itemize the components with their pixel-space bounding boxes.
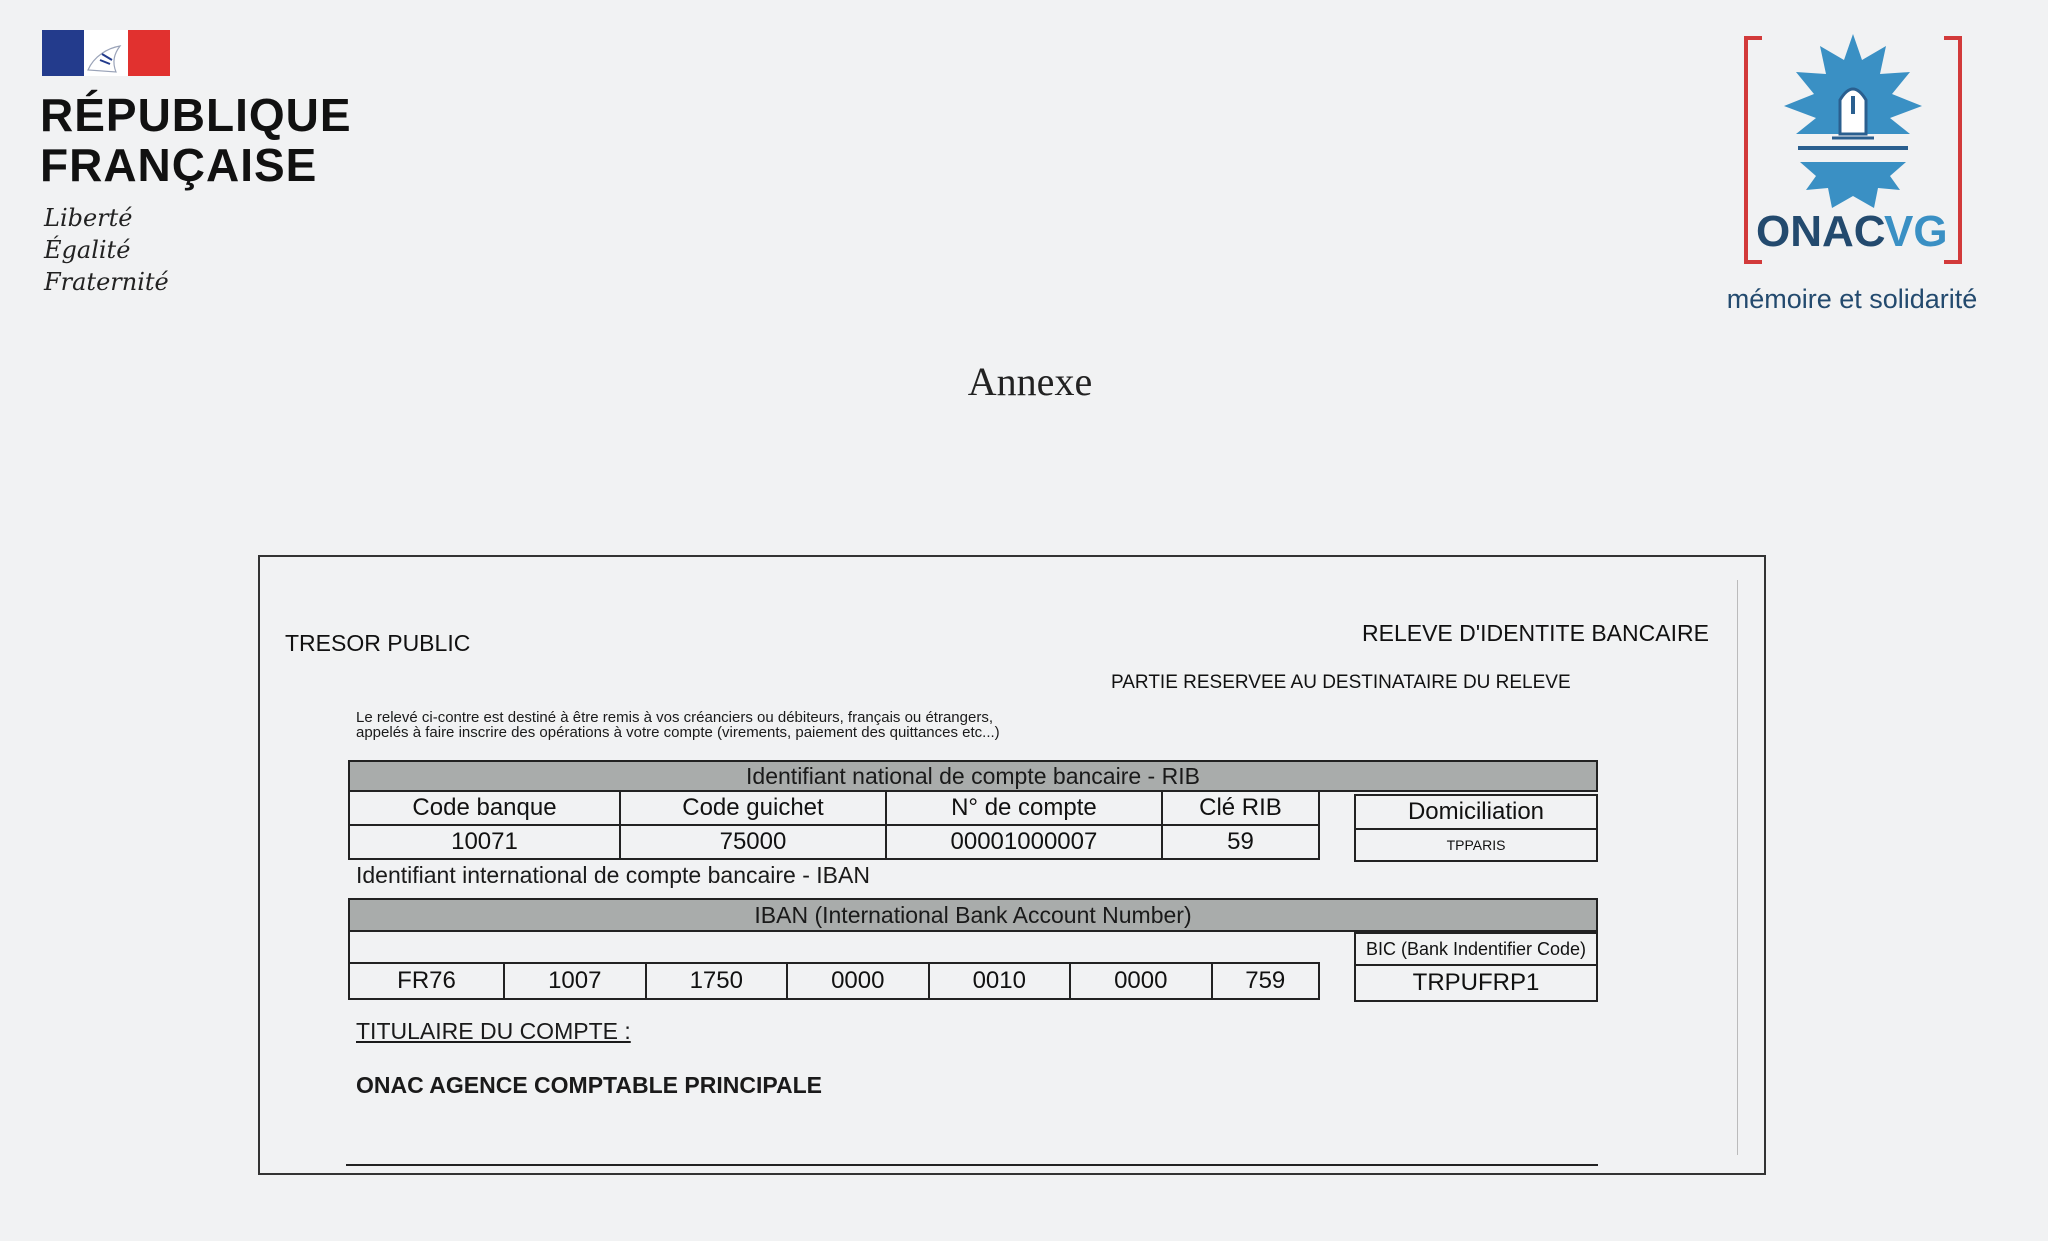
rib-national-header: Identifiant national de compte bancaire - RIB <box>348 760 1598 792</box>
iban-group-2: 1007 <box>504 963 646 999</box>
rib-frame-edge <box>1737 580 1738 1155</box>
rib-reserved-section: PARTIE RESERVEE AU DESTINATAIRE DU RELEVE <box>1111 672 1571 693</box>
rib-val-code-guichet: 75000 <box>620 825 886 859</box>
domiciliation-value: TPPARIS <box>1355 829 1597 861</box>
bic-label: BIC (Bank Indentifier Code) <box>1355 933 1597 965</box>
motto-fraternite: Fraternité <box>44 268 169 296</box>
rib-col-numero-compte: N° de compte <box>886 791 1162 825</box>
rib-note <box>356 710 1116 740</box>
rib-col-code-guichet: Code guichet <box>620 791 886 825</box>
rib-col-cle-rib: Clé RIB <box>1162 791 1319 825</box>
rib-val-cle-rib: 59 <box>1162 825 1319 859</box>
rf-title-line2: FRANÇAISE <box>40 139 318 191</box>
rib-val-numero-compte: 00001000007 <box>886 825 1162 859</box>
rib-national-table <box>348 790 1320 860</box>
onacvg-logo-text-part1: ONAC <box>1756 207 1886 256</box>
iban-table <box>348 962 1320 1000</box>
motto-egalite: Égalité <box>44 236 131 264</box>
rib-val-code-banque: 10071 <box>349 825 620 859</box>
iban-header: IBAN (International Bank Account Number) <box>348 898 1598 932</box>
republique-francaise-title <box>40 90 352 190</box>
rib-column-headers <box>349 791 1319 825</box>
rib-document-title: RELEVE D'IDENTITE BANCAIRE <box>1362 620 1709 646</box>
iban-groups-row <box>349 963 1319 999</box>
rib-note-line1: Le relevé ci-contre est destiné à être remis à vos créanciers ou débiteurs, français ou étrangers, <box>356 709 993 726</box>
onacvg-slogan: mémoire et solidarité <box>1726 284 1978 314</box>
bic-table <box>1354 932 1598 1002</box>
bic-value: TRPUFRP1 <box>1355 965 1597 1001</box>
onacvg-logo-text-part2: VG <box>1884 207 1948 256</box>
iban-group-3: 1750 <box>646 963 788 999</box>
onacvg-logo <box>1740 30 1966 270</box>
rib-values-row <box>349 825 1319 859</box>
rib-note-line2: appelés à faire inscrire des opérations à votre compte (virements, paiement des quittances etc...) <box>356 724 1000 741</box>
domiciliation-label: Domiciliation <box>1355 795 1597 829</box>
iban-group-6: 0000 <box>1070 963 1212 999</box>
marianne-flag-logo <box>42 30 170 76</box>
signature-line <box>346 1164 1598 1166</box>
account-holder-label: TITULAIRE DU COMPTE : <box>356 1018 631 1044</box>
rib-col-code-banque: Code banque <box>349 791 620 825</box>
domiciliation-table <box>1354 794 1598 862</box>
iban-section-label: Identifiant international de compte bancaire - IBAN <box>356 862 870 888</box>
motto-liberte: Liberté <box>44 204 133 232</box>
republic-motto <box>44 202 169 298</box>
iban-group-5: 0010 <box>929 963 1071 999</box>
rib-issuer: TRESOR PUBLIC <box>285 630 471 656</box>
iban-group-4: 0000 <box>787 963 929 999</box>
page-title: Annexe <box>967 359 1093 404</box>
rf-title-line1: RÉPUBLIQUE <box>40 89 352 141</box>
iban-group-7: 759 <box>1212 963 1319 999</box>
iban-group-1: FR76 <box>349 963 504 999</box>
account-holder-name: ONAC AGENCE COMPTABLE PRINCIPALE <box>356 1072 822 1098</box>
